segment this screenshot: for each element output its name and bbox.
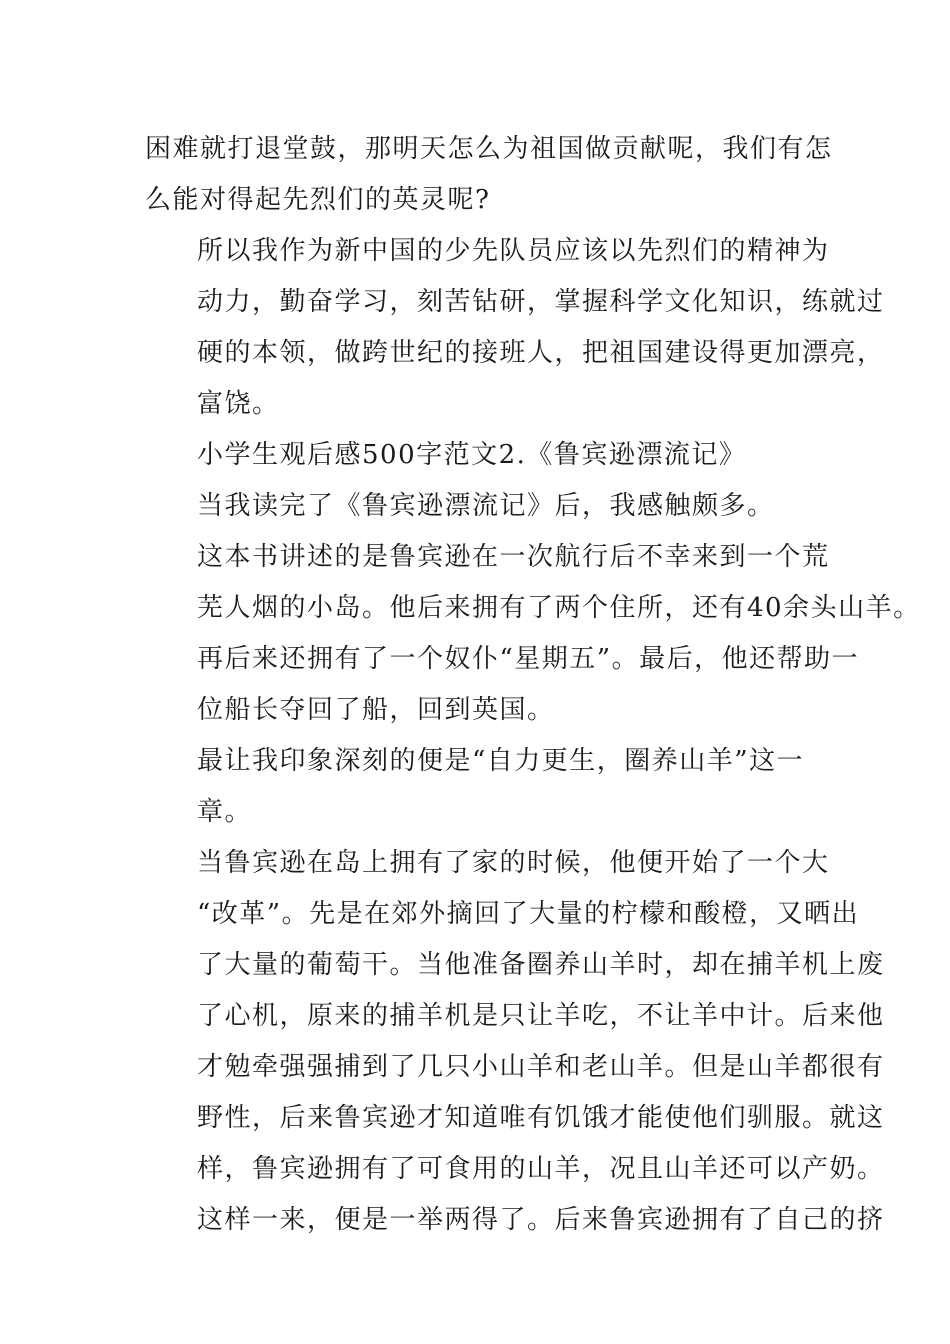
document-body (145, 124, 921, 1246)
paragraph (145, 736, 815, 838)
text-line: 富饶。 (197, 389, 280, 419)
text-line: 困难就打退堂鼓，那明天怎么为祖国做贡献呢，我们有怎 (145, 134, 833, 164)
text-line: 样，鲁宾逊拥有了可食用的山羊，况且山羊还可以产奶。 (197, 1154, 885, 1184)
paragraph-continued (145, 124, 833, 226)
paragraph (145, 532, 921, 736)
text-line: 才勉牵强强捕到了几只小山羊和老山羊。但是山羊都很有 (197, 1052, 885, 1082)
text-line: 当鲁宾逊在岛上拥有了家的时候，他便开始了一个大 (197, 848, 830, 878)
text-line: 当我读完了《鲁宾逊漂流记》后，我感触颇多。 (197, 491, 775, 521)
text-line: 最让我印象深刻的便是“自力更生，圈养山羊”这一 (197, 746, 805, 776)
text-line: 野性，后来鲁宾逊才知道唯有饥饿才能使他们驯服。就这 (197, 1103, 885, 1133)
text-line: 所以我作为新中国的少先队员应该以先烈们的精神为 (197, 236, 830, 266)
text-line: 芜人烟的小岛。他后来拥有了两个住所，还有40余头山羊。 (197, 593, 921, 623)
text-line: 这本书讲述的是鲁宾逊在一次航行后不幸来到一个荒 (197, 542, 830, 572)
paragraph (145, 838, 885, 1246)
text-line: 章。 (197, 797, 253, 827)
text-line: 了心机，原来的捕羊机是只让羊吃，不让羊中计。后来他 (197, 1001, 885, 1031)
paragraph (145, 226, 885, 430)
text-line: “改革”。先是在郊外摘回了大量的柠檬和酸橙，又晒出 (197, 899, 860, 929)
section-heading (145, 430, 815, 481)
paragraph (145, 481, 815, 532)
text-line: 动力，勤奋学习，刻苦钻研，掌握科学文化知识，练就过 (197, 287, 885, 317)
text-line: 位船长夺回了船，回到英国。 (197, 695, 555, 725)
text-line: 硬的本领，做跨世纪的接班人，把祖国建设得更加漂亮， (197, 338, 885, 368)
text-line: 了大量的葡萄干。当他准备圈养山羊时，却在捕羊机上废 (197, 950, 885, 980)
text-line: 这样一来，便是一举两得了。后来鲁宾逊拥有了自己的挤 (197, 1205, 885, 1235)
text-line: 么能对得起先烈们的英灵呢? (145, 185, 491, 215)
heading-line: 小学生观后感500字范文2.《鲁宾逊漂流记》 (197, 440, 747, 470)
text-line: 再后来还拥有了一个奴仆“星期五”。最后，他还帮助一 (197, 644, 860, 674)
